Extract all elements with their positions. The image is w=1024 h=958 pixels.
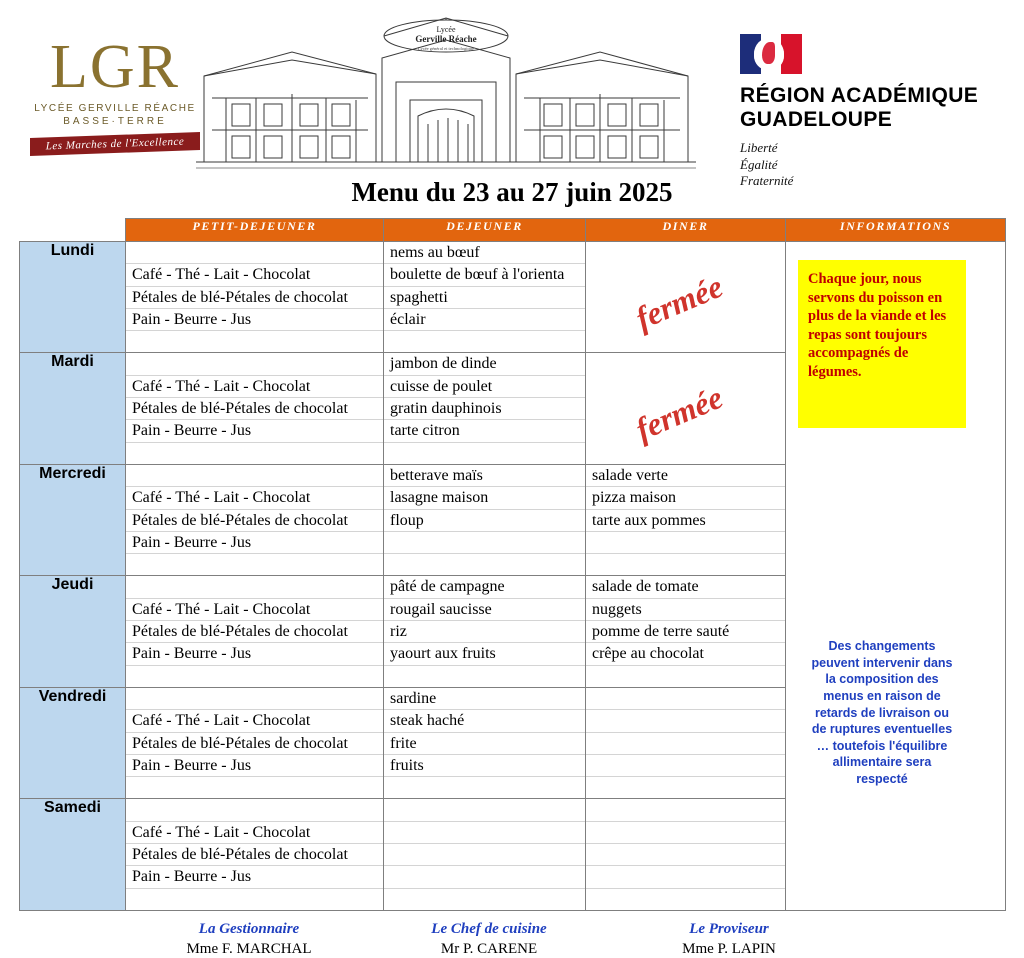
menu-line — [126, 353, 383, 375]
page-title: Menu du 23 au 27 juin 2025 — [351, 177, 673, 207]
cell-informations — [786, 242, 1006, 911]
menu-line — [126, 666, 383, 687]
menu-line: boulette de bœuf à l'orienta — [384, 264, 585, 286]
cell-diner-jeudi — [586, 576, 786, 687]
menu-line: éclair — [384, 309, 585, 331]
menu-line: Pain - Beurre - Jus — [126, 532, 383, 554]
signatures-row — [19, 921, 1005, 958]
menu-line — [586, 777, 785, 798]
header-blank — [20, 219, 126, 242]
cell-dejeuner-vendredi — [384, 687, 586, 798]
day-label-vendredi: Vendredi — [20, 687, 126, 798]
cell-dejeuner-samedi — [384, 799, 586, 910]
logo-acronym: LGR — [50, 33, 180, 101]
cell-petit-dejeuner-lundi — [126, 242, 384, 353]
table-header-row — [20, 219, 1006, 242]
school-building-sketch — [196, 12, 696, 172]
menu-line — [384, 554, 585, 575]
header-informations: INFORMATIONS — [786, 219, 1006, 242]
menu-line — [384, 799, 585, 821]
cell-petit-dejeuner-vendredi — [126, 687, 384, 798]
menu-line: Café - Thé - Lait - Chocolat — [126, 264, 383, 286]
cell-dejeuner-mardi — [384, 353, 586, 464]
menu-line — [586, 866, 785, 888]
signature-name: Mme P. LAPIN — [682, 940, 776, 957]
menu-line — [126, 889, 383, 910]
header-diner: DINER — [586, 219, 786, 242]
menu-line: Pétales de blé-Pétales de chocolat — [126, 398, 383, 420]
menu-line: Café - Thé - Lait - Chocolat — [126, 599, 383, 621]
menu-line — [384, 443, 585, 464]
menu-line — [126, 777, 383, 798]
sketch-sign-line2: Gerville Réache — [415, 34, 477, 44]
menu-line: Café - Thé - Lait - Chocolat — [126, 710, 383, 732]
menu-line — [384, 666, 585, 687]
menu-line — [384, 331, 585, 352]
signature-role: La Gestionnaire — [198, 920, 300, 937]
menu-table — [19, 218, 1006, 911]
menu-line — [126, 242, 383, 264]
header-dejeuner: DEJEUNER — [384, 219, 586, 242]
menu-line — [586, 666, 785, 687]
menu-line: rougail saucisse — [384, 599, 585, 621]
logo-ribbon-slogan: Les Marches de l'Excellence — [30, 132, 200, 156]
closed-stamp: fermée — [630, 267, 728, 337]
day-label-mercredi: Mercredi — [20, 464, 126, 575]
menu-line — [126, 443, 383, 464]
note-changements-menus: Des changements peuvent intervenir dans la composition des menus en raison de retards de livraison ou de ruptures eventuelles … toutefois l'équilibre allimentaire sera respecté — [800, 632, 964, 796]
region-academique-block — [740, 34, 1010, 189]
logo-city: BASSE·TERRE — [63, 115, 167, 127]
menu-line: Café - Thé - Lait - Chocolat — [126, 487, 383, 509]
signature-chef-de-cuisine — [369, 921, 609, 958]
sketch-sign-line1: Lycée — [436, 25, 456, 34]
signature-role: Le Proviseur — [689, 920, 769, 937]
menu-line — [586, 554, 785, 575]
menu-line — [126, 688, 383, 710]
table-row — [20, 242, 1006, 353]
menu-line: Pain - Beurre - Jus — [126, 755, 383, 777]
menu-line: floup — [384, 510, 585, 532]
signature-proviseur — [609, 921, 849, 958]
day-label-samedi: Samedi — [20, 799, 126, 910]
day-label-jeudi: Jeudi — [20, 576, 126, 687]
day-label-mardi: Mardi — [20, 353, 126, 464]
menu-table-container — [19, 218, 1005, 911]
day-label-lundi: Lundi — [20, 242, 126, 353]
sketch-sign-line3: Lycée général et technologique — [417, 46, 475, 51]
cell-dejeuner-lundi — [384, 242, 586, 353]
page-header — [0, 0, 1024, 188]
cell-petit-dejeuner-mardi — [126, 353, 384, 464]
signature-gestionnaire — [129, 921, 369, 958]
menu-line — [384, 889, 585, 910]
menu-line: Pétales de blé-Pétales de chocolat — [126, 510, 383, 532]
menu-line: tarte citron — [384, 420, 585, 442]
cell-petit-dejeuner-samedi — [126, 799, 384, 910]
menu-line — [586, 755, 785, 777]
menu-line: cuisse de poulet — [384, 376, 585, 398]
menu-line: riz — [384, 621, 585, 643]
menu-line — [586, 844, 785, 866]
menu-line — [586, 688, 785, 710]
cell-diner-samedi — [586, 799, 786, 910]
closed-stamp: fermée — [630, 379, 728, 448]
menu-line: Pétales de blé-Pétales de chocolat — [126, 287, 383, 309]
menu-line: salade verte — [586, 465, 785, 487]
cell-diner-lundi — [586, 242, 786, 353]
menu-line — [586, 532, 785, 554]
menu-line: Pain - Beurre - Jus — [126, 866, 383, 888]
menu-line: Pain - Beurre - Jus — [126, 309, 383, 331]
menu-line: pizza maison — [586, 487, 785, 509]
menu-line: yaourt aux fruits — [384, 643, 585, 665]
menu-line: Pétales de blé-Pétales de chocolat — [126, 621, 383, 643]
region-title: RÉGION ACADÉMIQUE GUADELOUPE — [740, 84, 979, 132]
cell-petit-dejeuner-mercredi — [126, 464, 384, 575]
menu-line: pomme de terre sauté — [586, 621, 785, 643]
menu-line: Pétales de blé-Pétales de chocolat — [126, 733, 383, 755]
menu-line: frite — [384, 733, 585, 755]
cell-diner-vendredi — [586, 687, 786, 798]
menu-line — [384, 844, 585, 866]
logo-school-name: LYCÉE GERVILLE RÉACHE — [34, 102, 196, 114]
cell-diner-mardi — [586, 353, 786, 464]
menu-line: Café - Thé - Lait - Chocolat — [126, 376, 383, 398]
menu-line: spaghetti — [384, 287, 585, 309]
menu-line: nuggets — [586, 599, 785, 621]
menu-line — [384, 777, 585, 798]
menu-line: lasagne maison — [384, 487, 585, 509]
school-logo — [30, 33, 200, 153]
menu-line: gratin dauphinois — [384, 398, 585, 420]
menu-line: pâté de campagne — [384, 576, 585, 598]
cell-dejeuner-jeudi — [384, 576, 586, 687]
french-flag-icon — [740, 34, 802, 74]
menu-line: Café - Thé - Lait - Chocolat — [126, 822, 383, 844]
menu-line — [126, 799, 383, 821]
menu-line: sardine — [384, 688, 585, 710]
header-petit-dejeuner: PETIT-DEJEUNER — [126, 219, 384, 242]
menu-line — [126, 576, 383, 598]
menu-line: Pain - Beurre - Jus — [126, 643, 383, 665]
menu-line: Pain - Beurre - Jus — [126, 420, 383, 442]
menu-line — [126, 465, 383, 487]
note-poisson-legumes: Chaque jour, nous servons du poisson en plus de la viande et les repas sont toujours accompagnés de légumes. — [798, 260, 966, 428]
menu-line — [586, 822, 785, 844]
menu-line — [126, 331, 383, 352]
republic-motto: Liberté Égalité Fraternité — [740, 140, 794, 188]
menu-line: nems au bœuf — [384, 242, 585, 264]
menu-line: tarte aux pommes — [586, 510, 785, 532]
menu-line — [384, 822, 585, 844]
menu-line: jambon de dinde — [384, 353, 585, 375]
menu-line: Pétales de blé-Pétales de chocolat — [126, 844, 383, 866]
cell-dejeuner-mercredi — [384, 464, 586, 575]
menu-line — [126, 554, 383, 575]
menu-line — [586, 889, 785, 910]
signature-role: Le Chef de cuisine — [431, 920, 547, 937]
menu-line — [384, 866, 585, 888]
cell-diner-mercredi — [586, 464, 786, 575]
menu-line: betterave maïs — [384, 465, 585, 487]
menu-line — [586, 710, 785, 732]
signature-name: Mr P. CARENE — [440, 940, 538, 957]
menu-line: steak haché — [384, 710, 585, 732]
menu-line: crêpe au chocolat — [586, 643, 785, 665]
menu-line — [586, 799, 785, 821]
menu-line: fruits — [384, 755, 585, 777]
menu-line: salade de tomate — [586, 576, 785, 598]
cell-petit-dejeuner-jeudi — [126, 576, 384, 687]
menu-line — [384, 532, 585, 554]
signature-name: Mme F. MARCHAL — [186, 940, 312, 957]
menu-line — [586, 733, 785, 755]
